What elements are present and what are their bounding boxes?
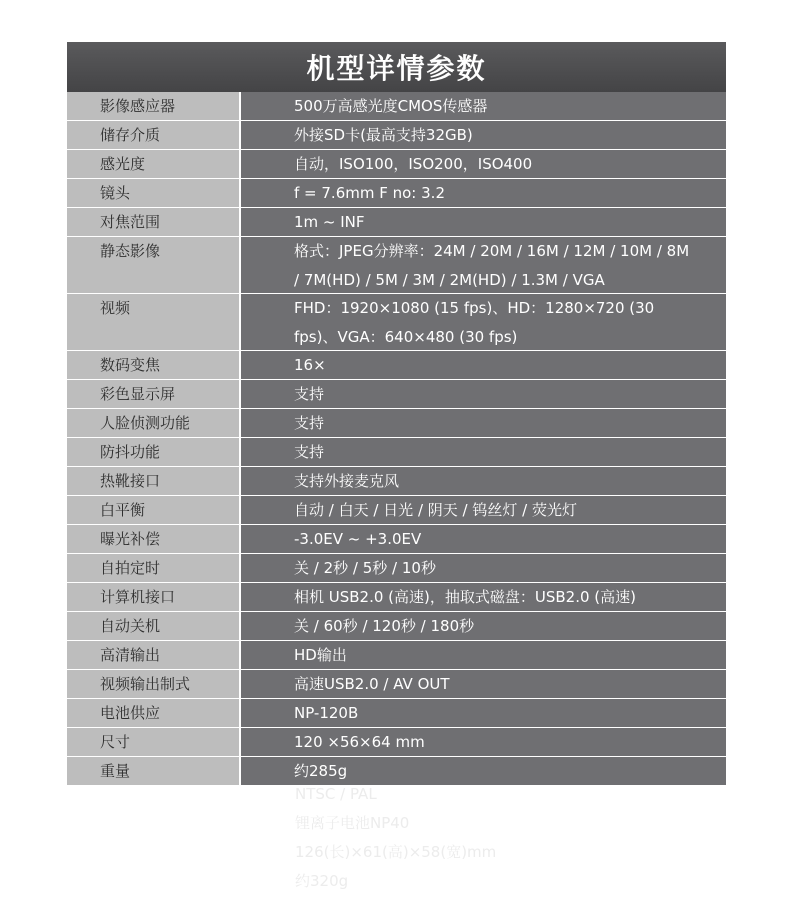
faded-line: 约320g	[295, 872, 349, 890]
table-row	[67, 380, 726, 409]
spec-sheet	[67, 42, 726, 786]
spec-value: 相机 USB2.0 (高速)，抽取式磁盘：USB2.0 (高速)	[241, 583, 726, 611]
table-row	[67, 179, 726, 208]
spec-label: 彩色显示屏	[67, 380, 241, 408]
spec-label: 自拍定时	[67, 554, 241, 582]
spec-value: 约285g	[241, 757, 726, 785]
table-row	[67, 208, 726, 237]
spec-value: 500万高感光度CMOS传感器	[241, 92, 726, 120]
spec-label: 曝光补偿	[67, 525, 241, 553]
spec-label: 热靴接口	[67, 467, 241, 495]
spec-label: 防抖功能	[67, 438, 241, 466]
table-row	[67, 699, 726, 728]
spec-value: -3.0EV ~ +3.0EV	[241, 525, 726, 553]
table-row	[67, 583, 726, 612]
faded-line: 锂离子电池NP40	[295, 814, 410, 832]
spec-value: HD输出	[241, 641, 726, 669]
spec-value: NP-120B	[241, 699, 726, 727]
spec-value: 高速USB2.0 / AV OUT	[241, 670, 726, 698]
spec-label: 对焦范围	[67, 208, 241, 236]
spec-label: 影像感应器	[67, 92, 241, 120]
spec-label: 白平衡	[67, 496, 241, 524]
spec-value: 支持	[241, 380, 726, 408]
spec-label: 尺寸	[67, 728, 241, 756]
spec-value: 自动 / 白天 / 日光 / 阴天 / 钨丝灯 / 荧光灯	[241, 496, 726, 524]
table-row	[67, 467, 726, 496]
spec-label: 电池供应	[67, 699, 241, 727]
table-row	[67, 237, 726, 294]
spec-value: FHD：1920×1080 (15 fps)、HD：1280×720 (30 fps)、VGA：640×480 (30 fps)	[241, 294, 726, 350]
spec-value: 1m ~ INF	[241, 208, 726, 236]
spec-table	[67, 92, 726, 786]
table-row	[67, 294, 726, 351]
spec-value: 支持	[241, 409, 726, 437]
spec-label: 感光度	[67, 150, 241, 178]
spec-label: 数码变焦	[67, 351, 241, 379]
spec-value: 自动，ISO100，ISO200，ISO400	[241, 150, 726, 178]
spec-value: 外接SD卡(最高支持32GB)	[241, 121, 726, 149]
spec-label: 重量	[67, 757, 241, 785]
table-row	[67, 92, 726, 121]
spec-value: 120 ×56×64 mm	[241, 728, 726, 756]
table-row	[67, 438, 726, 467]
table-row	[67, 670, 726, 699]
table-row	[67, 496, 726, 525]
spec-label: 视频输出制式	[67, 670, 241, 698]
spec-value: 支持外接麦克风	[241, 467, 726, 495]
spec-value: 关 / 60秒 / 120秒 / 180秒	[241, 612, 726, 640]
table-row	[67, 728, 726, 757]
table-row	[67, 409, 726, 438]
faded-line: 126(长)×61(高)×58(宽)mm	[295, 843, 497, 861]
spec-label: 镜头	[67, 179, 241, 207]
faded-line: NTSC / PAL	[295, 785, 377, 803]
table-row	[67, 351, 726, 380]
table-row	[67, 641, 726, 670]
spec-label: 自动关机	[67, 612, 241, 640]
spec-value: f = 7.6mm F no: 3.2	[241, 179, 726, 207]
faded-text-block	[295, 783, 496, 899]
spec-value: 支持	[241, 438, 726, 466]
spec-label: 视频	[67, 294, 241, 350]
spec-value: 关 / 2秒 / 5秒 / 10秒	[241, 554, 726, 582]
table-row	[67, 757, 726, 786]
table-row	[67, 150, 726, 179]
table-row	[67, 612, 726, 641]
page-title: 机型详情参数	[67, 42, 726, 92]
spec-label: 计算机接口	[67, 583, 241, 611]
table-row	[67, 525, 726, 554]
spec-label: 储存介质	[67, 121, 241, 149]
table-row	[67, 554, 726, 583]
table-row	[67, 121, 726, 150]
spec-label: 静态影像	[67, 237, 241, 293]
spec-label: 人脸侦测功能	[67, 409, 241, 437]
spec-label: 高清输出	[67, 641, 241, 669]
spec-value: 格式：JPEG分辨率：24M / 20M / 16M / 12M / 10M / 8M / 7M(HD) / 5M / 3M / 2M(HD) / 1.3M / VGA	[241, 237, 726, 293]
spec-value: 16×	[241, 351, 726, 379]
